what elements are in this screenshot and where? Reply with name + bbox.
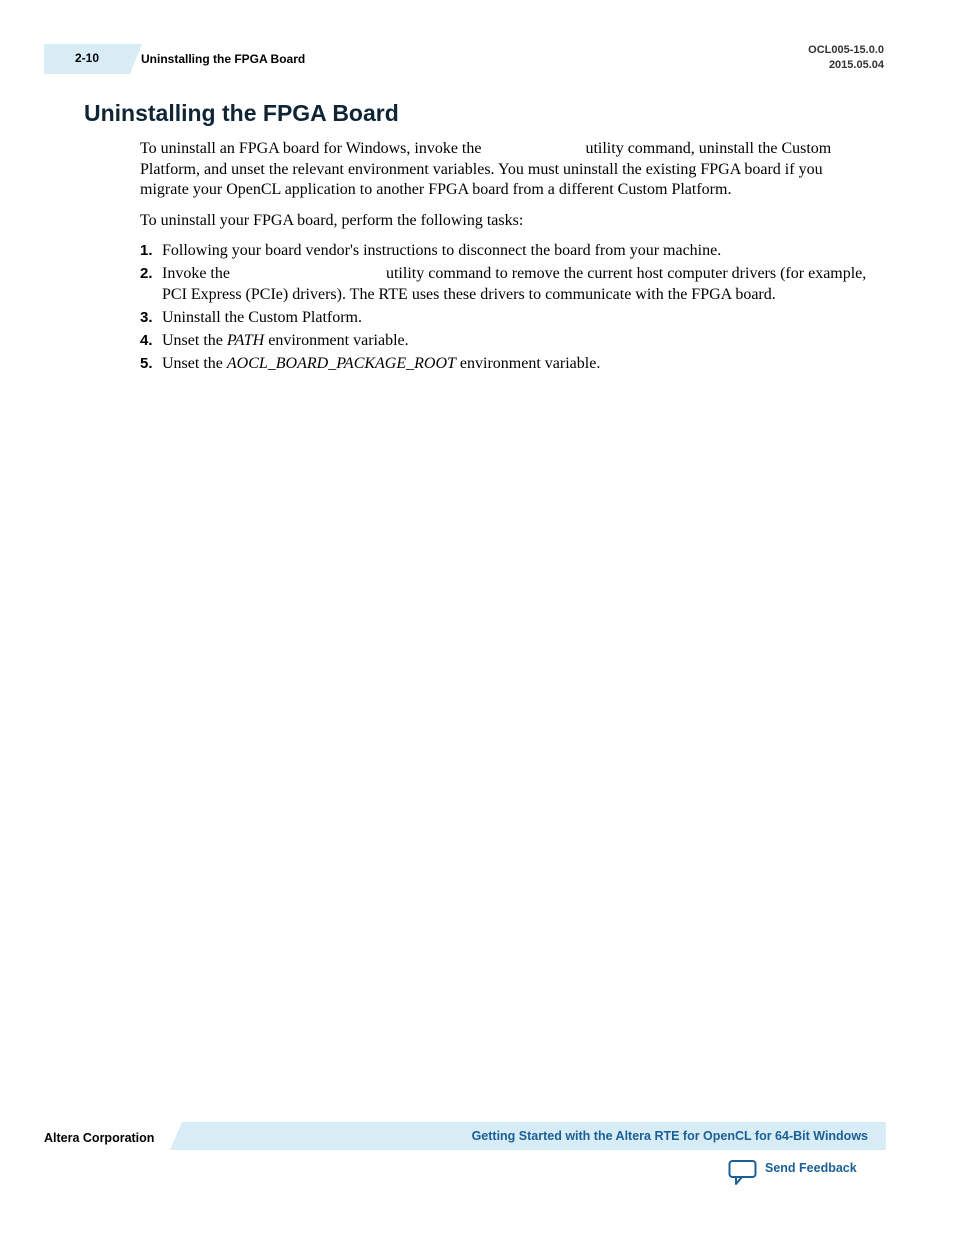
step-number: 1. — [140, 242, 153, 259]
env-variable: PATH — [226, 331, 265, 349]
lead-in-paragraph: To uninstall your FPGA board, perform the following tasks: — [140, 211, 524, 229]
page-title: Uninstalling the FPGA Board — [84, 100, 399, 126]
page-number: 2-10 — [75, 51, 100, 65]
intro-paragraph: To uninstall an FPGA board for Windows, invoke the utility command, uninstall the Custom Platform, and unset the relevant environment variables. You must uninstall the existing FPGA board if you migrate your OpenCL application to another FPGA board from a different Custom Platform. — [140, 140, 832, 198]
document-info — [808, 43, 884, 73]
list-item: 2. Invoke the utility command to remove the current host computer drivers (for example, PCI Express (PCIe) drivers). The RTE uses these drivers to communicate with the FPGA board. — [140, 265, 867, 303]
document-date: 2015.05.04 — [828, 59, 884, 71]
step-text: Uninstall the Custom Platform. — [162, 308, 362, 326]
document-id: OCL005-15.0.0 — [808, 44, 884, 56]
task-list — [140, 241, 875, 374]
main-content — [140, 139, 875, 377]
step-text: Following your board vendor's instructions to disconnect the board from your machine. — [162, 242, 722, 259]
list-item — [140, 308, 875, 329]
list-item: 5. Unset the AOCL_BOARD_PACKAGE_ROOT environment variable. — [140, 354, 875, 375]
step-number: 5. — [140, 354, 153, 372]
list-item — [140, 241, 875, 262]
footer-document-title-link[interactable]: Getting Started with the Altera RTE for OpenCL for 64-Bit Windows — [471, 1129, 868, 1143]
list-item: 4. Unset the PATH environment variable. — [140, 331, 875, 352]
speech-bubble-icon — [728, 1158, 758, 1191]
step-number: 4. — [140, 331, 153, 349]
running-section-title: Uninstalling the FPGA Board — [141, 52, 306, 66]
step-number: 3. — [140, 308, 153, 326]
footer-company: Altera Corporation — [44, 1131, 155, 1145]
env-variable: AOCL_BOARD_PACKAGE_ROOT — [226, 354, 456, 372]
step-number: 2. — [140, 265, 153, 282]
send-feedback-label[interactable]: Send Feedback — [765, 1161, 857, 1175]
send-feedback-button[interactable] — [728, 1158, 857, 1188]
